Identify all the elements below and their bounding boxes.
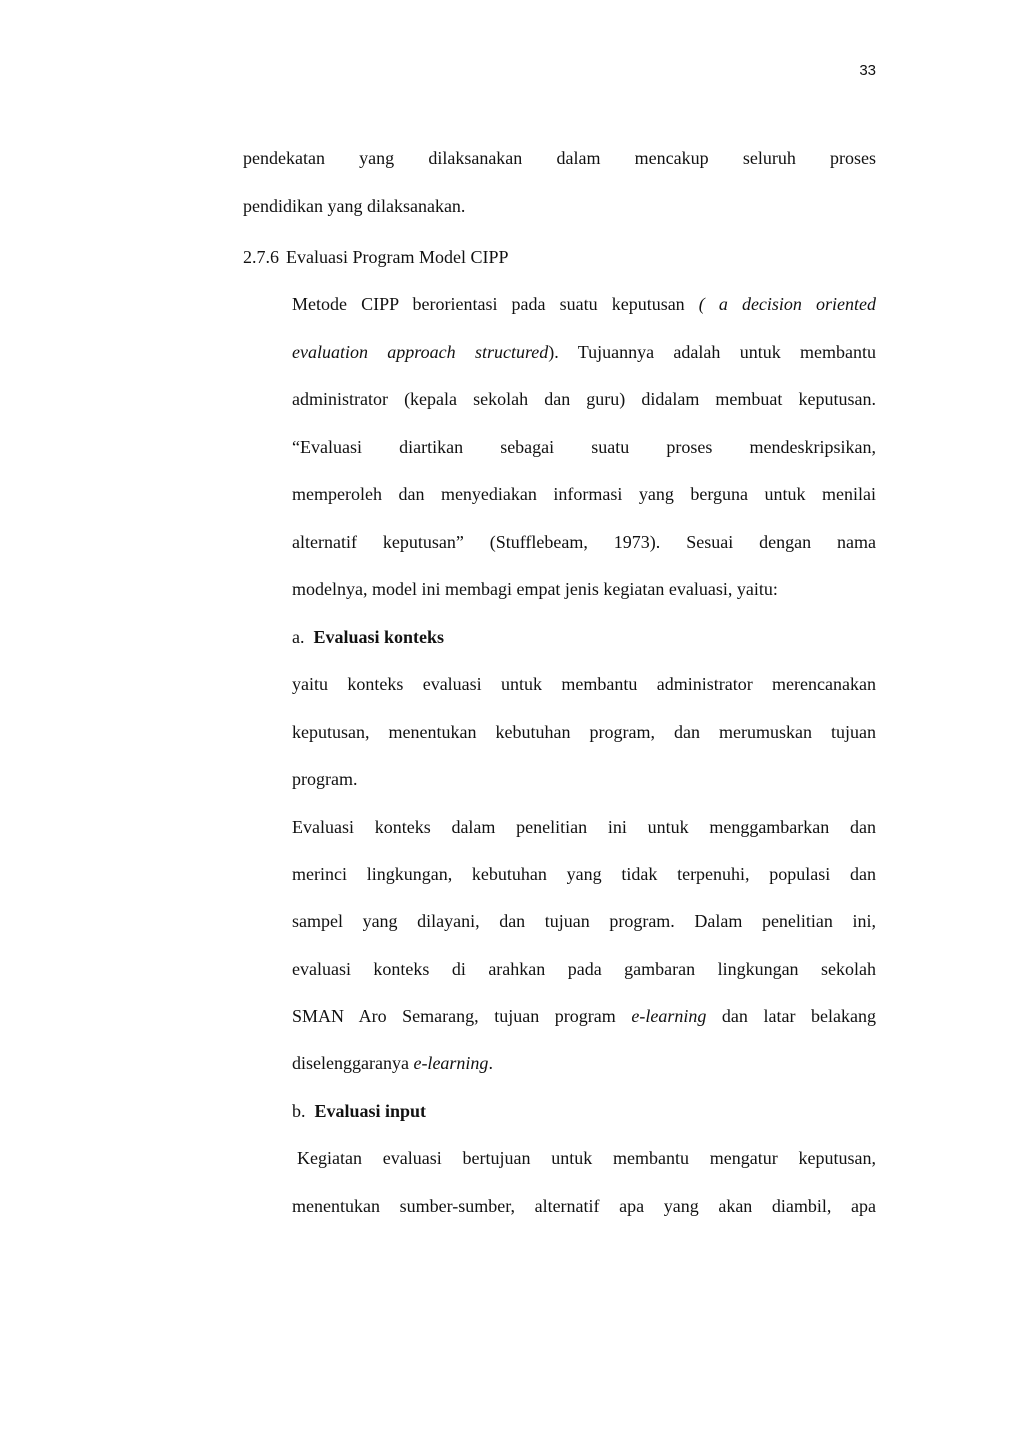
item-a-heading	[292, 625, 444, 649]
item-b-p1-line-1: Kegiatan evaluasi bertujuan untuk membantu mengatur keputusan,	[297, 1148, 876, 1168]
item-a-p2-line-5-italic: e-learning	[631, 1006, 707, 1026]
item-a-p2-line-6-text: diselenggaranya	[292, 1053, 414, 1073]
item-a-p2-line-2: merinci lingkungan, kebutuhan yang tidak terpenuhi, populasi dan	[292, 864, 876, 884]
para1-line-2-italic: evaluation approach structured	[292, 342, 549, 362]
para1-line-7: modelnya, model ini membagi empat jenis kegiatan evaluasi, yaitu:	[292, 579, 778, 599]
item-a-p2-line-5	[292, 1004, 876, 1028]
item-b-p1-line-2: menentukan sumber-sumber, alternatif apa yang akan diambil, apa	[292, 1196, 876, 1216]
item-a-p2-line-3: sampel yang dilayani, dan tujuan program. Dalam penelitian ini,	[292, 911, 876, 931]
para1-line-5: memperoleh dan menyediakan informasi yang berguna untuk menilai	[292, 484, 876, 504]
intro-line-2: pendidikan yang dilaksanakan.	[243, 196, 466, 216]
para1-line-1-text: Metode CIPP berorientasi pada suatu keputusan	[292, 294, 699, 314]
item-a-p2-line-6	[292, 1051, 876, 1075]
item-a-p1-line-2: keputusan, menentukan kebutuhan program, dan merumuskan tujuan	[292, 722, 876, 742]
section-number: 2.7.6	[243, 247, 279, 267]
para1-line-1	[292, 292, 876, 316]
para1-line-2-text: ). Tujuannya adalah untuk membantu	[548, 342, 876, 362]
item-a-title: Evaluasi konteks	[313, 627, 445, 647]
item-a-p2-line-4: evaluasi konteks di arahkan pada gambaran lingkungan sekolah	[292, 959, 876, 979]
para1-line-1-italic: ( a decision oriented	[698, 294, 877, 314]
item-a-p1-line-3: program.	[292, 769, 358, 789]
para1-line-6: alternatif keputusan” (Stufflebeam, 1973). Sesuai dengan nama	[292, 532, 876, 552]
page-number: 33	[859, 62, 876, 79]
intro-line-1: pendekatan yang dilaksanakan dalam mencakup seluruh proses	[243, 148, 876, 168]
section-title: Evaluasi Program Model CIPP	[286, 247, 509, 267]
item-a-p1-line-1: yaitu konteks evaluasi untuk membantu administrator merencanakan	[292, 674, 876, 694]
item-b-heading	[292, 1099, 426, 1123]
item-a-p2-line-6-italic: e-learning	[413, 1053, 489, 1073]
para1-line-4: “Evaluasi diartikan sebagai suatu proses mendeskripsikan,	[292, 437, 876, 457]
para1-line-3: administrator (kepala sekolah dan guru) didalam membuat keputusan.	[292, 389, 876, 409]
item-a-p2-line-1: Evaluasi konteks dalam penelitian ini untuk menggambarkan dan	[292, 817, 876, 837]
item-b-marker: b.	[292, 1101, 306, 1121]
item-a-p2-line-5-text-1: SMAN Aro Semarang, tujuan program	[292, 1006, 632, 1026]
section-heading	[243, 245, 509, 269]
item-a-marker: a.	[292, 627, 305, 647]
para1-line-2	[292, 340, 876, 364]
item-b-title: Evaluasi input	[314, 1101, 427, 1121]
item-a-p2-line-5-text-2: dan latar belakang	[706, 1006, 876, 1026]
item-a-p2-line-6-end: .	[488, 1053, 493, 1073]
